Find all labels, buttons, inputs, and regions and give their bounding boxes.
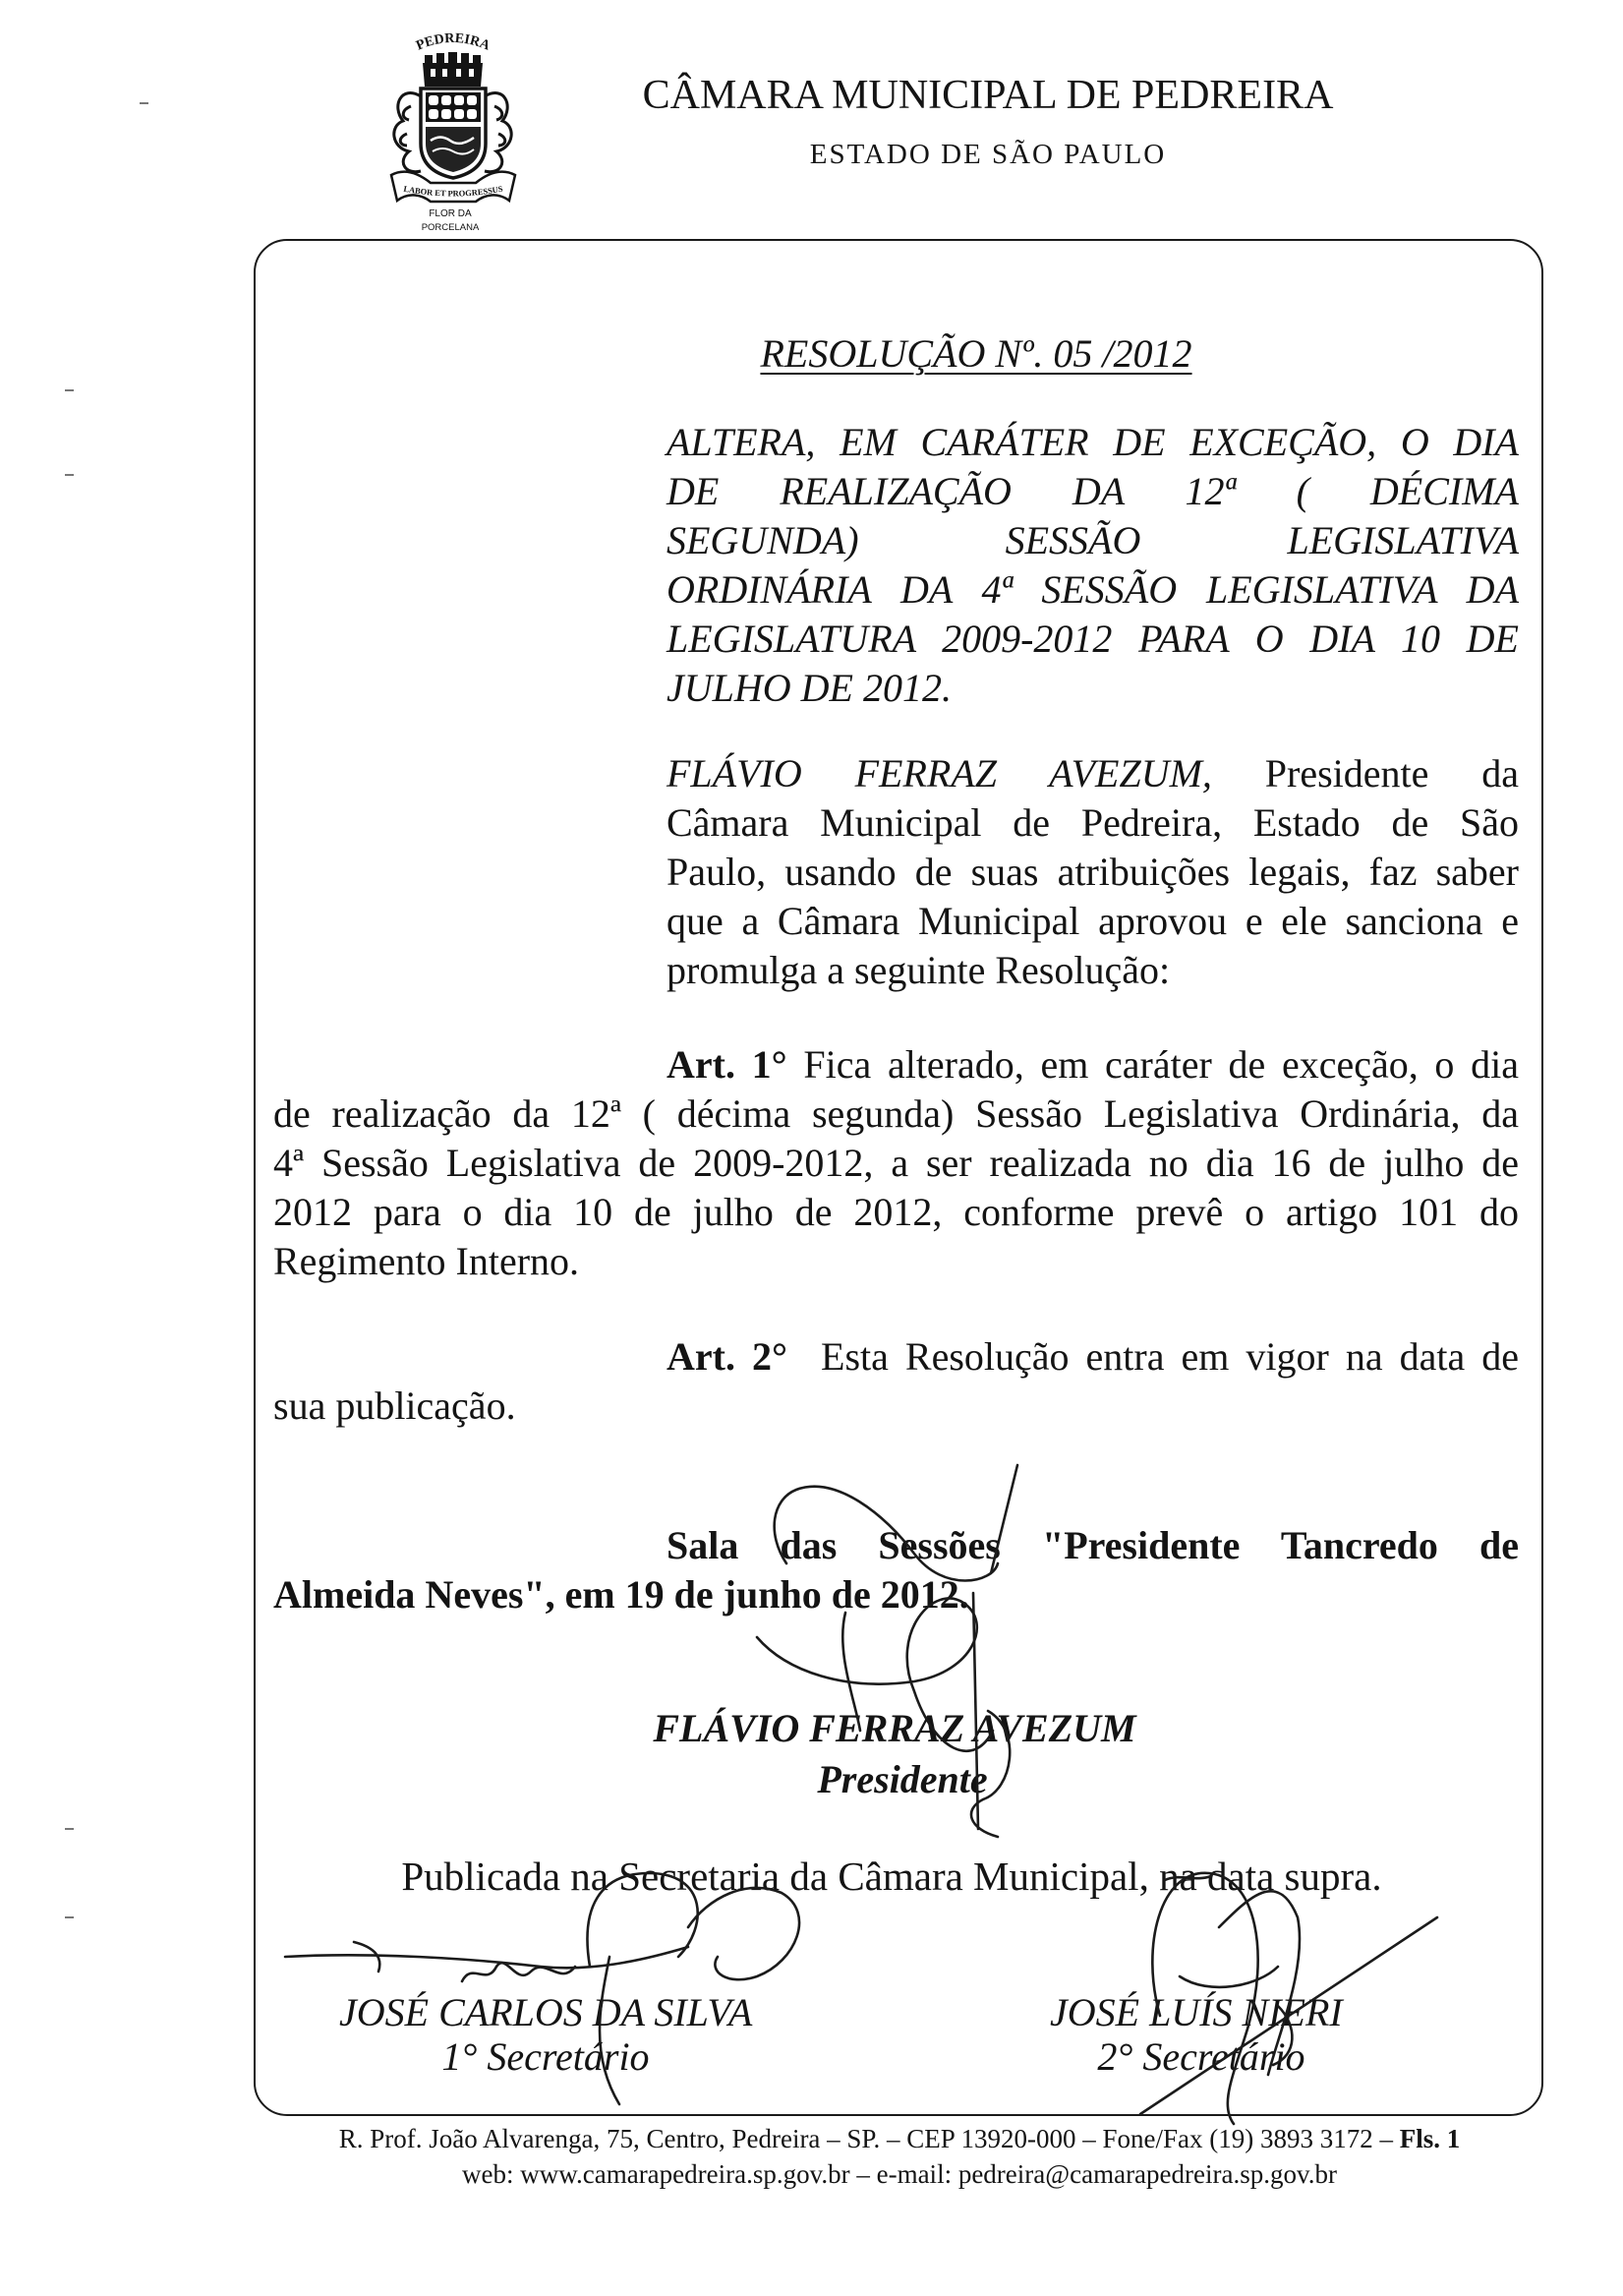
ementa-line: JULHO DE 2012. [667,666,952,710]
footer-sheet-number: Fls. 1 [1399,2124,1461,2153]
article-line-text: Esta Resolução entra em vigor na data de [821,1334,1520,1379]
preamble-line [667,749,1519,798]
article-1 [273,1040,1519,1286]
secretary-1-role: 1° Secretário [441,2034,650,2079]
article-line-text: Fica alterado, em caráter de exceção, o dia [803,1042,1519,1087]
scan-mark [65,1828,74,1830]
closing-line: Almeida Neves", em 19 de junho de 2012. [273,1572,969,1617]
article-label: Art. 2° [667,1334,787,1379]
footer-address-text: R. Prof. João Alvarenga, 75, Centro, Pedreira – SP. – CEP 13920-000 – Fone/Fax (19) 3893 3172 – [338,2124,1400,2153]
president-role: Presidente [817,1757,988,1801]
article-line: 4ª Sessão Legislativa de 2009-2012, a ser realizada no dia 16 de julho de [273,1141,1519,1185]
footer-address [280,2122,1519,2155]
article-line: 2012 para o dia 10 de julho de 2012, conforme prevê o artigo 101 do [273,1190,1519,1234]
secretary-2-role: 2° Secretário [1097,2034,1305,2079]
seal-motto: LABOR ET PROGRESSUS [402,183,504,199]
municipal-seal [372,28,534,239]
preamble-line: Paulo, usando de suas atribuições legais, faz saber [667,850,1519,894]
ementa [667,418,1519,713]
ementa-line: ALTERA, EM CARÁTER DE EXCEÇÃO, O DIA [667,420,1519,464]
closing-line: Sala das Sessões "Presidente Tancredo de [667,1523,1519,1567]
scan-mark [65,474,74,476]
resolution-title [590,329,1362,379]
preamble-line-text: Presidente da [1264,751,1520,795]
article-2 [273,1332,1519,1431]
ementa-line: SEGUNDA) SESSÃO LEGISLATIVA [667,518,1519,562]
seal-caption-line-1: FLOR DA [429,208,472,219]
preamble-line: que a Câmara Municipal aprovou e ele sanciona e [667,899,1519,943]
ementa-line: LEGISLATURA 2009-2012 PARA O DIA 10 DE [667,617,1519,661]
ementa-line: DE REALIZAÇÃO DA 12ª ( DÉCIMA [667,469,1519,513]
scan-mark [65,1916,74,1918]
article-line [273,1332,1519,1382]
shield [421,88,486,178]
institution-title: CÂMARA MUNICIPAL DE PEDREIRA [642,73,1334,118]
article-line: de realização da 12ª ( décima segunda) Sessão Legislativa Ordinária, da [273,1091,1519,1136]
preamble [667,749,1519,995]
secretary-2-name: JOSÉ LUÍS NIERI [1050,1990,1343,2034]
scan-mark [65,389,74,391]
footer-contact: web: www.camarapedreira.sp.gov.br – e-mail: pedreira@camarapedreira.sp.gov.br [462,2159,1337,2189]
president-name: FLÁVIO FERRAZ AVEZUM [653,1706,1136,1750]
article-line: sua publicação. [273,1383,516,1428]
resolution-title-text: RESOLUÇÃO Nº. 05 /2012 [760,331,1192,376]
article-line: Regimento Interno. [273,1239,580,1283]
publication-note: Publicada na Secretaria da Câmara Municipal, na data supra. [401,1854,1382,1899]
ementa-line: ORDINÁRIA DA 4ª SESSÃO LEGISLATIVA DA [667,567,1519,612]
article-line [273,1040,1519,1089]
institution-subtitle: ESTADO DE SÃO PAULO [809,139,1167,170]
article-label: Art. 1° [667,1042,787,1087]
preamble-line: promulga a seguinte Resolução: [667,948,1171,992]
seal-top-text: PEDREIRA [414,30,493,54]
closing [273,1521,1519,1619]
mural-crown [423,52,483,87]
scan-mark [140,102,148,104]
preamble-lead: FLÁVIO FERRAZ AVEZUM, [667,751,1212,795]
svg-text:PEDREIRA [414,31,493,54]
seal-caption-line-2: PORCELANA [421,222,480,233]
preamble-line: Câmara Municipal de Pedreira, Estado de São [667,800,1519,845]
secretary-1-name: JOSÉ CARLOS DA SILVA [339,1990,753,2034]
